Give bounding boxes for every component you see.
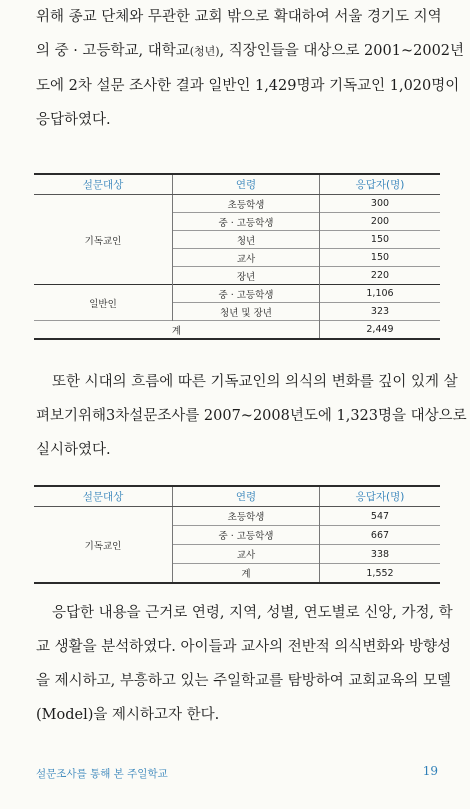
- age-cell: 교사: [173, 545, 320, 564]
- line: 도에 2차 설문 조사한 결과 일반인 1,429명과 기독교인 1,020명이: [36, 78, 460, 94]
- count-cell: 338: [320, 545, 441, 564]
- line: 응답하였다.: [36, 112, 111, 128]
- column-header: 응답자(명): [320, 174, 441, 195]
- table-row: [34, 507, 440, 526]
- column-header: 설문대상: [34, 174, 173, 195]
- table-total-row: [34, 321, 440, 340]
- age-cell: 장년: [173, 267, 320, 285]
- page-number: 19: [422, 764, 438, 778]
- running-footer-title: 설문조사를 통해 본 주일학교: [36, 768, 168, 780]
- line: (Model)을 제시하고자 한다.: [36, 707, 220, 723]
- line: 교 생활을 분석하였다. 아이들과 교사의 전반적 의식변화와 방향성: [36, 639, 452, 655]
- line: [36, 34, 465, 69]
- age-cell: 중 · 고등학생: [173, 526, 320, 545]
- column-header: 연령: [173, 486, 320, 507]
- group-cell: 기독교인: [34, 195, 173, 285]
- line: 실시하였다.: [36, 442, 111, 458]
- count-cell: 667: [320, 526, 441, 545]
- table-header-row: [34, 174, 440, 195]
- line: 을 제시하고, 부흥하고 있는 주일학교를 탐방하여 교회교육의 모델: [36, 673, 452, 689]
- paragraph-3: [36, 596, 453, 732]
- age-cell: 중 · 고등학생: [173, 285, 320, 303]
- count-cell: 150: [320, 231, 441, 249]
- total-label: 계: [34, 321, 320, 340]
- count-cell: 200: [320, 213, 441, 231]
- total-label: 계: [173, 564, 320, 584]
- line: 펴보기위해3차설문조사를 2007~2008년도에 1,323명을 대상으로: [36, 408, 467, 424]
- age-cell: 교사: [173, 249, 320, 267]
- line-part-small: (청년): [189, 45, 220, 58]
- age-cell: 중 · 고등학생: [173, 213, 320, 231]
- table-row: [34, 195, 440, 213]
- group-cell: 기독교인: [34, 507, 173, 584]
- age-cell: 청년 및 장년: [173, 303, 320, 321]
- line-part: 의 중 · 고등학교, 대학교: [36, 43, 190, 59]
- group-cell: 일반인: [34, 285, 173, 321]
- line: 응답한 내용을 근거로 연령, 지역, 성별, 연도별로 신앙, 가정, 학: [52, 605, 453, 621]
- paragraph-1: [36, 0, 465, 137]
- line: 위해 종교 단체와 무관한 교회 밖으로 확대하여 서울 경기도 지역: [36, 9, 442, 25]
- count-cell: 150: [320, 249, 441, 267]
- column-header: 응답자(명): [320, 486, 441, 507]
- line-part: , 직장인들을 대상으로 2001~2002년: [219, 43, 465, 59]
- age-cell: 청년: [173, 231, 320, 249]
- count-cell: 323: [320, 303, 441, 321]
- age-cell: 초등학생: [173, 507, 320, 526]
- table-header-row: [34, 486, 440, 507]
- column-header: 연령: [173, 174, 320, 195]
- count-cell: 1,106: [320, 285, 441, 303]
- survey-table-1: [34, 173, 440, 340]
- table-row: [34, 285, 440, 303]
- survey-table-2: [34, 485, 440, 584]
- count-cell: 300: [320, 195, 441, 213]
- count-cell: 547: [320, 507, 441, 526]
- paragraph-2: [36, 365, 467, 467]
- total-value: 2,449: [320, 321, 441, 340]
- column-header: 설문대상: [34, 486, 173, 507]
- line: 또한 시대의 흐름에 따른 기독교인의 의식의 변화를 깊이 있게 살: [52, 374, 458, 390]
- total-value: 1,552: [320, 564, 441, 584]
- age-cell: 초등학생: [173, 195, 320, 213]
- count-cell: 220: [320, 267, 441, 285]
